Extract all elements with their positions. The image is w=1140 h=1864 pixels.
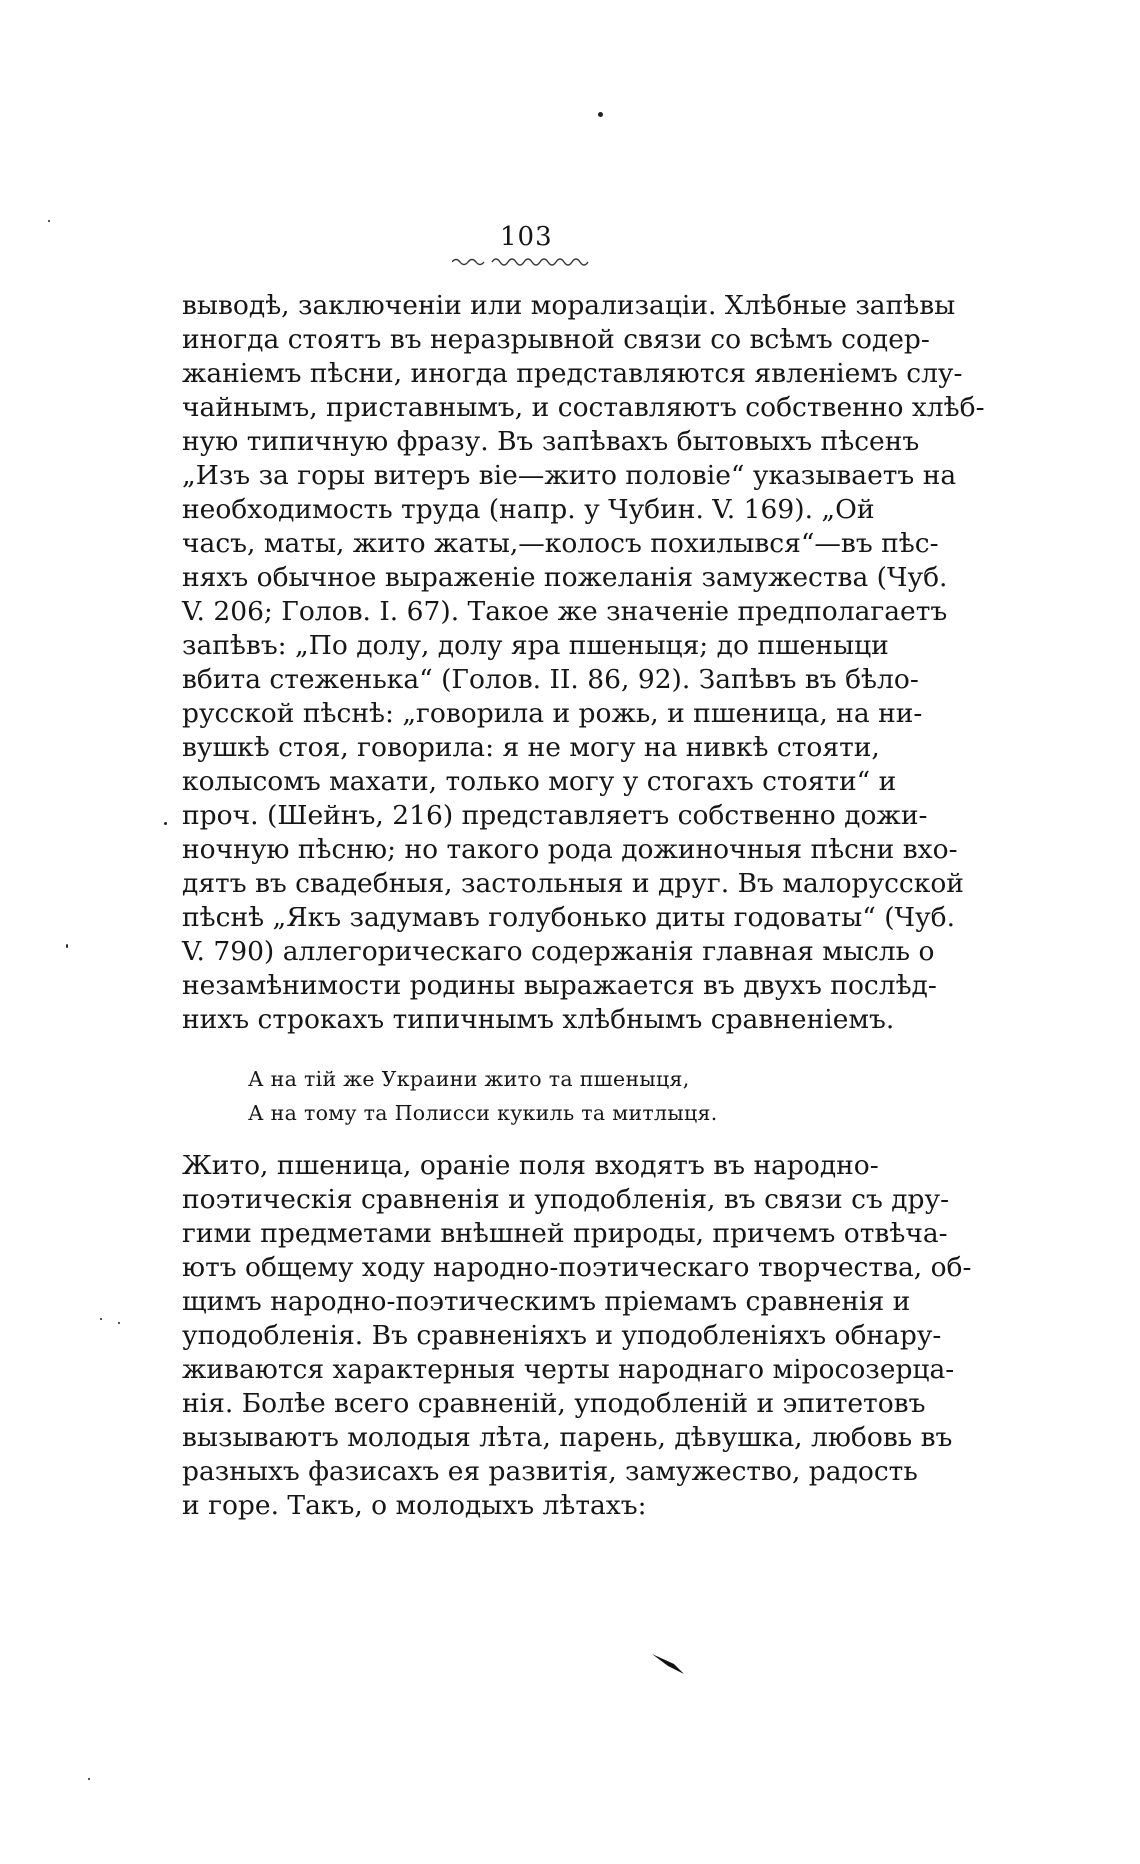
text-line: поэтическія сравненія и уподобленія, въ связи съ дру- bbox=[182, 1184, 950, 1215]
text-line: пѣснѣ „Якъ задумавъ голубонько диты годоваты“ (Чуб. bbox=[182, 902, 956, 933]
verse-line: А на тому та Полисси кукиль та митлыця. bbox=[248, 1101, 718, 1125]
scan-speck bbox=[164, 822, 167, 825]
header-ornament bbox=[452, 254, 592, 266]
text-line: гими предметами внѣшней природы, причемъ отвѣча- bbox=[182, 1218, 948, 1249]
text-line: иногда стоятъ въ неразрывной связи со всѣмъ содер- bbox=[182, 324, 930, 355]
text-line: и горе. Такъ, о молодыхъ лѣтахъ: bbox=[182, 1490, 647, 1521]
text-line: вбита стеженька“ (Голов. ІІ. 86, 92). Запѣвъ въ бѣло- bbox=[182, 664, 919, 695]
text-line: дятъ въ свадебныя, застольныя и друг. Въ малорусской bbox=[182, 868, 964, 899]
scan-speck bbox=[88, 1778, 90, 1780]
text-line: ночную пѣсню; но такого рода дожиночныя пѣсни вхо- bbox=[182, 834, 958, 865]
text-line: живаются характерныя черты народнаго міросозерца- bbox=[182, 1354, 955, 1385]
scan-speck bbox=[118, 1322, 120, 1324]
scan-speck bbox=[598, 112, 603, 117]
text-line: проч. (Шейнъ, 216) представляетъ собственно дожи- bbox=[182, 800, 928, 831]
text-line: ютъ общему ходу народно-поэтическаго творчества, об- bbox=[182, 1252, 972, 1283]
text-line: вызываютъ молодыя лѣта, парень, дѣвушка, любовь въ bbox=[182, 1422, 953, 1453]
text-line: няхъ обычное выраженіе пожеланія замужества (Чуб. bbox=[182, 562, 948, 593]
text-line: разныхъ фазисахъ ея развитія, замужество, радость bbox=[182, 1456, 918, 1487]
text-line: часъ, маты, жито жаты,—колосъ похилывся“—въ пѣс- bbox=[182, 528, 939, 559]
text-line: русской пѣснѣ: „говорила и рожь, и пшеница, на ни- bbox=[182, 698, 923, 729]
text-line: ную типичную фразу. Въ запѣвахъ бытовыхъ пѣсенъ bbox=[182, 426, 920, 457]
scan-speck bbox=[66, 944, 68, 948]
text-line: запѣвъ: „По долу, долу яра пшеныця; до пшеныци bbox=[182, 630, 889, 661]
verse-line: А на тій же Украини жито та пшеныця, bbox=[248, 1067, 690, 1091]
text-line: выводѣ, заключеніи или морализаціи. Хлѣбные запѣвы bbox=[182, 290, 956, 321]
scan-speck bbox=[48, 220, 50, 222]
text-line: V. 206; Голов. І. 67). Такое же значеніе предполагаетъ bbox=[182, 596, 948, 627]
text-line: щимъ народно-поэтическимъ пріемамъ сравненія и bbox=[182, 1286, 911, 1317]
page-number: 103 bbox=[500, 222, 553, 252]
text-line: уподобленія. Въ сравненіяхъ и уподобленіяхъ обнару- bbox=[182, 1320, 942, 1351]
text-line: жаніемъ пѣсни, иногда представляются явленіемъ слу- bbox=[182, 358, 963, 389]
text-line: „Изъ за горы витеръ віе—жито половіе“ указываетъ на bbox=[182, 460, 957, 491]
text-line: вушкѣ стоя, говорила: я не могу на нивкѣ стояти, bbox=[182, 732, 880, 763]
text-line: колысомъ махати, только могу у стогахъ стояти“ и bbox=[182, 766, 897, 797]
text-line: чайнымъ, приставнымъ, и составляютъ собственно хлѣб- bbox=[182, 392, 985, 423]
text-line: нихъ строкахъ типичнымъ хлѣбнымъ сравненіемъ. bbox=[182, 1004, 895, 1035]
text-line: необходимость труда (напр. у Чубин. V. 169). „Ой bbox=[182, 494, 875, 525]
scan-speck bbox=[100, 1318, 102, 1320]
text-line: Жито, пшеница, ораніе поля входятъ въ народно- bbox=[182, 1150, 879, 1181]
text-line: нія. Болѣе всего сравненій, уподобленій и эпитетовъ bbox=[182, 1388, 926, 1419]
ink-mark bbox=[650, 1650, 690, 1678]
text-line: V. 790) аллегорическаго содержанія главная мысль о bbox=[182, 936, 935, 967]
text-line: незамѣнимости родины выражается въ двухъ послѣд- bbox=[182, 970, 937, 1001]
